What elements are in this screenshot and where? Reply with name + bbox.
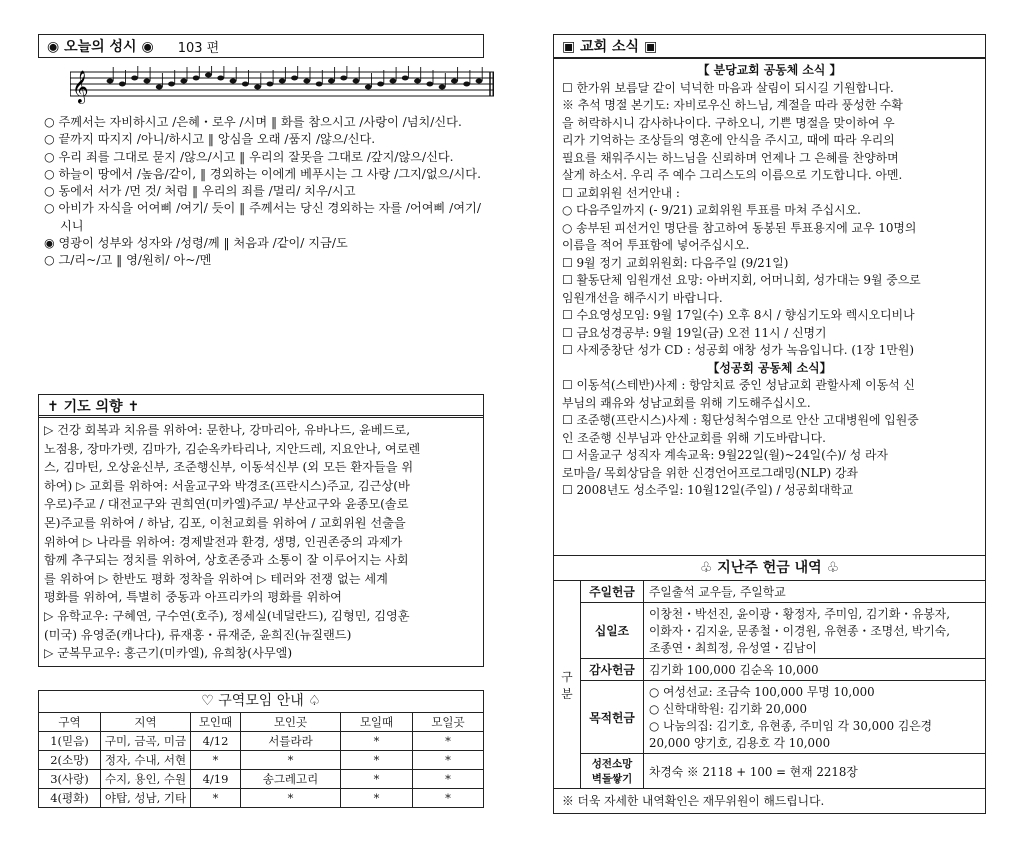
staff-note (316, 82, 323, 87)
offering-values (644, 659, 986, 681)
offering-label: 주일헌금 (581, 581, 644, 603)
zone-header-cell: 구역 (39, 713, 101, 732)
staff-note (279, 79, 286, 84)
zone-cell: 3(사랑) (39, 770, 101, 789)
zone-cell: * (191, 751, 241, 770)
staff-note (340, 76, 347, 81)
staff-note (107, 79, 114, 84)
zone-cell: * (341, 770, 413, 789)
offering-note: ※ 더욱 자세한 내역확인은 재무위원이 해드립니다. (562, 794, 825, 808)
zone-cell: * (413, 789, 484, 808)
offering-label: 십일조 (581, 603, 644, 659)
hymn-title-box (38, 34, 484, 58)
staff-note (168, 82, 175, 87)
staff-note (451, 79, 458, 84)
zone-cell: 서를라라 (241, 732, 341, 751)
offering-group-label: 구분 (554, 581, 581, 789)
offering-row (554, 581, 986, 603)
offering-row (554, 754, 986, 789)
staff-note (414, 79, 421, 84)
prayer-line: 스, 김마틴, 오상윤신부, 조준행신부, 이동석신부 (외 모든 환자들을 위 (44, 460, 414, 475)
news-title: ▣ 교회 소식 ▣ (562, 39, 658, 55)
zone-cell: 정자, 수내, 서현 (101, 751, 191, 770)
hymn-line: ○ 우리 죄를 그대로 묻지 /않으/시고 ‖ 우리의 잘못을 그대로 /갚지/않으/신다. (44, 149, 454, 164)
zone-cell: 1(믿음) (39, 732, 101, 751)
zone-cell: * (413, 770, 484, 789)
staff-note (390, 79, 397, 84)
zone-cell: * (191, 789, 241, 808)
hymn-line: ○ 하늘이 땅에서 /높음/같이, ‖ 경외하는 이에게 베푸시는 그 사랑 /그지/없으/시다. (44, 166, 481, 181)
staff-note (439, 85, 446, 90)
staff-note (267, 82, 274, 87)
news-line: ☐ 사제중창단 성가 CD : 성공회 애창 성가 녹음입니다. (1장 1만원) (562, 343, 914, 357)
zone-header-cell: 모일때 (341, 713, 413, 732)
zone-header-cell: 지역 (101, 713, 191, 732)
staff-note (303, 79, 310, 84)
zone-row (39, 789, 484, 808)
zone-header-cell: 모인때 (191, 713, 241, 732)
prayer-line: ▷ 유학교우: 구혜연, 구수연(호주), 정세실(네덜란드), 김형민, 김영훈 (44, 608, 410, 623)
offering-value-line: ○ 나눔의집: 김기호, 유현종, 주미임 각 30,000 김은경 (649, 719, 933, 733)
zone-header-cell: 모인곳 (241, 713, 341, 732)
zone-cell: * (413, 732, 484, 751)
news-line: ※ 추석 명절 본기도: 자비로우신 하느님, 계절을 따라 풍성한 수확 (562, 98, 903, 112)
offering-row (554, 603, 986, 659)
news-line: ☐ 조준행(프란시스)사제 : 횡단성척수염으로 안산 고대병원에 입원중 (562, 413, 919, 427)
prayer-line: 하여) ▷ 교회를 위하여: 서울교구와 박경조(프란시스)주교, 김근상(바 (44, 478, 410, 493)
offering-row (554, 659, 986, 681)
news-line: 【 분당교회 공동체 소식 】 (697, 63, 842, 77)
offering-value-line: 이화자・김지윤, 문종철・이경원, 유현종・조명선, 박기숙, (649, 624, 950, 638)
prayer-line: 위하여 ▷ 나라를 위하여: 경제발전과 환경, 생명, 인권존중의 과제가 (44, 534, 403, 549)
hymn-line: ○ 주께서는 자비하시고 /은혜・로우 /시며 ‖ 화를 참으시고 /사랑이 /넘치/신다. (44, 115, 462, 129)
staff-note (119, 82, 126, 87)
news-line: 을 허락하시니 감사하나이다. 구하오니, 기쁜 명절을 맞이하여 우 (562, 115, 895, 130)
zone-cell: * (241, 751, 341, 770)
staff-note (353, 79, 360, 84)
zone-cell: * (341, 751, 413, 770)
news-line: ☐ 서울교구 성직자 계속교육: 9월22일(월)~24일(수)/ 성 라자 (562, 448, 888, 462)
zone-cell: 4/12 (191, 732, 241, 751)
zone-row (39, 770, 484, 789)
offering-label: 성전소망 벽돌쌓기 (581, 754, 644, 789)
offering-values (644, 681, 986, 754)
left-panel (38, 34, 484, 270)
zone-cell: * (241, 789, 341, 808)
news-box (553, 58, 986, 556)
prayer-title: ✝ 기도 의향 ✝ (47, 399, 140, 415)
offering-value-line: 주일출석 교우들, 주일학교 (649, 585, 786, 599)
news-title-box (553, 34, 986, 58)
offering-value-line: 차경숙 ※ 2118 + 100 = 현재 2218장 (649, 764, 858, 779)
staff-note (377, 82, 384, 87)
news-line: ○ 송부된 피선거인 명단를 참고하여 동봉된 투표용지에 교우 10명의 (562, 220, 917, 235)
news-line: ☐ 한가위 보름달 같이 넉넉한 마음과 살림이 되시길 기원합니다. (562, 80, 894, 95)
news-line: ☐ 교회위원 선거안내 : (562, 185, 680, 200)
news-line: 필요를 채워주시는 하느님을 신뢰하며 언제나 그 은혜를 찬양하며 (562, 150, 899, 165)
svg-text:𝄞: 𝄞 (72, 70, 89, 103)
staff-note (230, 79, 237, 84)
offering-value-line: 김기화 100,000 김순옥 10,000 (649, 663, 819, 677)
staff-note (156, 85, 163, 90)
news-line: 【성공회 공동체 소식】 (707, 360, 832, 375)
news-line: ☐ 활동단체 임원개선 요망: 아버지회, 어머니회, 성가대는 9월 중으로 (562, 273, 921, 287)
prayer-text (44, 421, 480, 663)
hymn-title: ◉ 오늘의 성시 ◉ (47, 39, 154, 55)
staff-note (242, 82, 249, 87)
news-line: 리가 기억하는 조상들의 영혼에 안식을 주시고, 때에 따라 우리의 (562, 133, 895, 147)
news-line: 이름을 적어 투표함에 넣어주십시오. (562, 238, 750, 252)
offering-value-line: 20,000 양기호, 김용호 각 10,000 (649, 736, 831, 750)
zone-cell: 송그레고리 (241, 770, 341, 789)
offering-row (554, 681, 986, 754)
zone-cell: 2(소망) (39, 751, 101, 770)
hymn-number: 103 편 (177, 40, 220, 56)
music-staff-image (70, 64, 494, 104)
offering-values (644, 603, 986, 659)
prayer-line: 를 위하여 ▷ 한반도 평화 정착을 위하여 ▷ 테러와 전쟁 없는 세계 (44, 571, 388, 586)
prayer-title-box (38, 394, 484, 418)
offering-value-line: 이창천・박선진, 윤이광・황정자, 주미임, 김기화・유봉자, (649, 607, 950, 621)
offering-label: 감사헌금 (581, 659, 644, 681)
prayer-line: 노점용, 장마가렛, 김마가, 김순옥카타리나, 지안드레, 지요안나, 여로렌 (44, 441, 421, 456)
hymn-line: ◉ 영광이 성부와 성자와 /성령/께 ‖ 처음과 /같이/ 지금/도 (44, 236, 348, 251)
zone-meeting-box (38, 690, 484, 808)
prayer-line: 평화를 위하여, 특별히 중동과 아프리카의 평화를 위하여 (44, 590, 342, 605)
zone-cell: * (413, 751, 484, 770)
news-line: ☐ 금요성경공부: 9월 19일(금) 오전 11시 / 신명기 (562, 325, 827, 340)
prayer-line: 몬)주교를 위하여 / 하남, 김포, 이천교회를 위하여 / 교회위원 선출을 (44, 515, 406, 530)
news-line: 임원개선을 해주시기 바랍니다. (562, 290, 723, 305)
staff-note (217, 76, 224, 81)
staff-note (402, 76, 409, 81)
zone-cell: 야탑, 성남, 기타 (101, 789, 191, 808)
news-line: ☐ 2008년도 성소주일: 10월12일(주일) / 성공회대학교 (562, 483, 854, 497)
staff-note (463, 82, 470, 87)
hymn-line: ○ 그/리~/고 ‖ 영/원히/ 아~/멘 (44, 253, 212, 268)
zone-cell: 4/19 (191, 770, 241, 789)
offering-box (553, 556, 986, 814)
hymn-line: ○ 아비가 자식을 어여삐 /여기/ 듯이 ‖ 주께서는 당신 경외하는 자를 /어여삐 /여기/시니 (44, 201, 481, 233)
prayer-line: 함께 추구되는 정치를 위하여, 상호존중과 소통이 잘 이루어지는 사회 (44, 553, 409, 568)
hymn-line: ○ 동에서 서가 /먼 것/ 처럼 ‖ 우리의 죄를 /멀리/ 치우/시고 (44, 184, 356, 199)
prayer-line: 우로)주교 / 대전교구와 권희연(미카엘)주교/ 부산교구와 윤종모(솔로 (44, 497, 409, 512)
news-text (562, 62, 977, 500)
news-line: ○ 다음주일까지 (- 9/21) 교회위원 투표를 마쳐 주십시오. (562, 203, 861, 217)
staff-note (131, 76, 138, 81)
offering-values (644, 581, 986, 603)
offering-label: 목적헌금 (581, 681, 644, 754)
zone-row (39, 732, 484, 751)
staff-note (144, 79, 151, 84)
offering-values (644, 754, 986, 789)
staff-note (426, 82, 433, 87)
staff-note (365, 85, 372, 90)
staff-note (193, 76, 200, 81)
staff-note (476, 79, 483, 84)
prayer-line: (미국) 유영준(캐나다), 류재홍・류재준, 윤희진(뉴질랜드) (44, 627, 352, 642)
news-line: 로마을/ 목회상담을 위한 신경언어프로그래밍(NLP) 강좌 (562, 465, 858, 480)
news-line: 인 조준행 신부님과 안산교회를 위해 기도바랍니다. (562, 430, 826, 445)
staff-note (291, 76, 298, 81)
zone-cell: 수지, 용인, 수원 (101, 770, 191, 789)
news-line: 살게 하소서. 우리 주 예수 그리스도의 이름으로 기도합니다. 아멘. (562, 168, 903, 182)
zone-title: ♡ 구역모임 안내 ♤ (201, 693, 321, 709)
zone-cell: * (341, 789, 413, 808)
offering-value-line: 조종연・최희정, 유성열・김남이 (649, 641, 817, 655)
offering-title: ♧ 지난주 헌금 내역 ♧ (699, 560, 840, 576)
zone-cell: 구미, 금곡, 미금 (101, 732, 191, 751)
staff-note (180, 79, 187, 84)
prayer-line: ▷ 군복무교우: 홍근기(미카엘), 유희창(사무엘) (44, 646, 293, 661)
news-line: ☐ 수요영성모임: 9월 17일(수) 오후 8시 / 향심기도와 렉시오디비나 (562, 308, 915, 322)
zone-cell: * (341, 732, 413, 751)
news-line: ☐ 이동석(스테반)사제 : 항암치료 중인 성남교회 관할사제 이동석 신 (562, 378, 915, 392)
staff-note (328, 79, 335, 84)
zone-row (39, 751, 484, 770)
offering-table (553, 580, 986, 789)
news-line: ☐ 9월 정기 교회위원회: 다음주일 (9/21일) (562, 255, 789, 270)
staff-note (205, 73, 212, 78)
zone-cell: 4(평화) (39, 789, 101, 808)
staff-note (254, 85, 261, 90)
news-line: 부님의 쾌유와 성남교회를 위해 기도해주십시오. (562, 395, 811, 410)
zone-header-cell: 모일곳 (413, 713, 484, 732)
prayer-line: ▷ 건강 회복과 치유를 위하여: 문한나, 강마리아, 유바나드, 윤베드로, (44, 423, 411, 437)
offering-value-line: ○ 신학대학원: 김기화 20,000 (649, 702, 807, 716)
offering-value-line: ○ 여성선교: 조금숙 100,000 무명 10,000 (649, 685, 875, 699)
hymn-text (38, 114, 484, 270)
zone-table (38, 712, 484, 808)
hymn-line: ○ 끝까지 따지지 /아니/하시고 ‖ 앙심을 오래 /품지 /않으/신다. (44, 132, 376, 147)
